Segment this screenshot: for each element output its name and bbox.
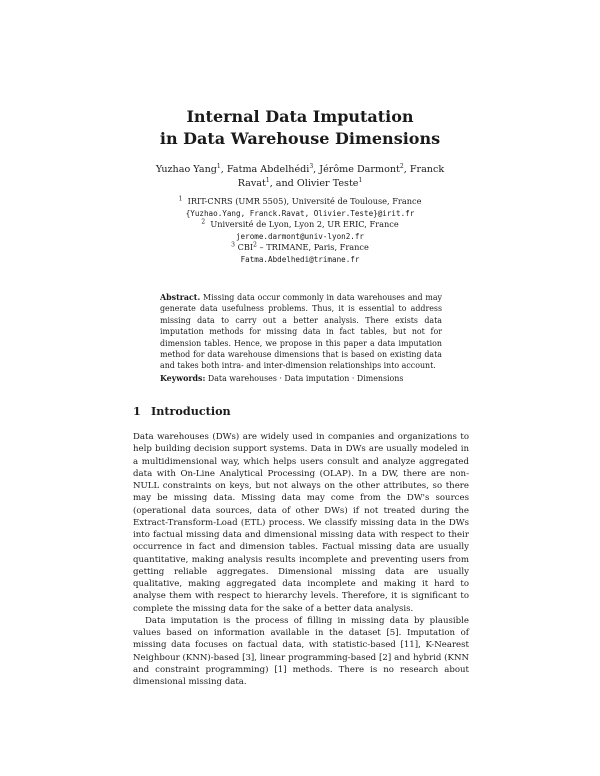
section-number: 1 — [133, 404, 141, 418]
section-title: Introduction — [151, 404, 231, 418]
author: Olivier Teste$^1$ — [296, 176, 363, 189]
author: Yuzhao Yang$^1$, — [155, 162, 227, 175]
keywords — [160, 373, 442, 384]
title-line-1: Internal Data Imputation — [186, 107, 414, 126]
paragraph-2: Data imputation is the process of filling in missing data by plausible values based on information available in the dataset [5]. Imputation of missing data focuses on factual data, with statistic-based [11], K-Nearest Neighbour (KNN)-based [3], linear programming-based [2] and hybrid (KNN and constraint programming) [1] methods. There is no research about dimensional missing data. — [133, 615, 469, 687]
affiliations — [150, 196, 450, 266]
keywords-text: Data warehouses · Data imputation · Dimensions — [207, 374, 404, 383]
abstract-label: Abstract. — [160, 293, 201, 302]
section-body — [133, 431, 469, 688]
affiliation-1-email: {Yuzhao.Yang, Franck.Ravat, Olivier.Teste}@irit.fr — [185, 208, 415, 218]
affiliation-3: $^3$ CBI$^2$ – TRIMANE, Paris, France — [231, 241, 369, 253]
author: Jérôme Darmont$^2$, — [319, 162, 410, 175]
author: Fatma Abdelhédi$^3$, — [226, 162, 320, 175]
keywords-label: Keywords: — [160, 374, 206, 383]
affiliation-1: $^1$ IRIT-CNRS (UMR 5505), Université de Toulouse, France — [178, 195, 422, 206]
section-heading — [133, 403, 231, 419]
abstract — [160, 292, 442, 372]
abstract-text: Missing data occur commonly in data warehouses and may generate data usefulness problems. Thus, it is essential to address missing data to carry out a better analysis. There exists data imputation methods for missing data in fact tables, but not for dimension tables. Hence, we propose in this paper a data imputation method for data warehouse dimensions that is based on existing data and takes both intra- and inter-dimension relationships into account. — [160, 293, 442, 371]
affiliation-2: $^2$ Université de Lyon, Lyon 2, UR ERIC, France — [201, 218, 399, 230]
affiliation-2-email: jerome.darmont@univ-lyon2.fr — [235, 231, 364, 241]
affiliation-3-email: Fatma.Abdelhedi@trimane.fr — [240, 254, 360, 264]
paragraph-1: Data warehouses (DWs) are widely used in companies and organizations to help building decision support systems. Data in DWs are usually modeled in a multidimensional way, which helps users consult and analyze aggregated data with On-Line Analytical Processing (OLAP). In a DW, there are non-NULL constraints on keys, but not always on the other attributes, so there may be missing data. Missing data may come from the DW's sources (operational data sources, data of other DWs) if not treated during the Extract-Transform-Load (ETL) process. We classify missing data in the DWs into factual missing data and dimensional missing data with respect to their occurrence in fact and dimension tables. Factual missing data are usually quantitative, making analysis results incomplete and preventing users from getting reliable aggregates. Dimensional missing data are usually qualitative, making aggregated data incomplete and making it hard to analyse them with respect to hierarchy levels. Therefore, it is significant to complete the missing data for the sake of a better data analysis. — [133, 432, 469, 614]
author-list — [150, 163, 450, 191]
author: Franck Ravat$^1$, and — [237, 164, 445, 189]
paper-title — [0, 106, 600, 150]
title-line-2: in Data Warehouse Dimensions — [159, 129, 441, 148]
